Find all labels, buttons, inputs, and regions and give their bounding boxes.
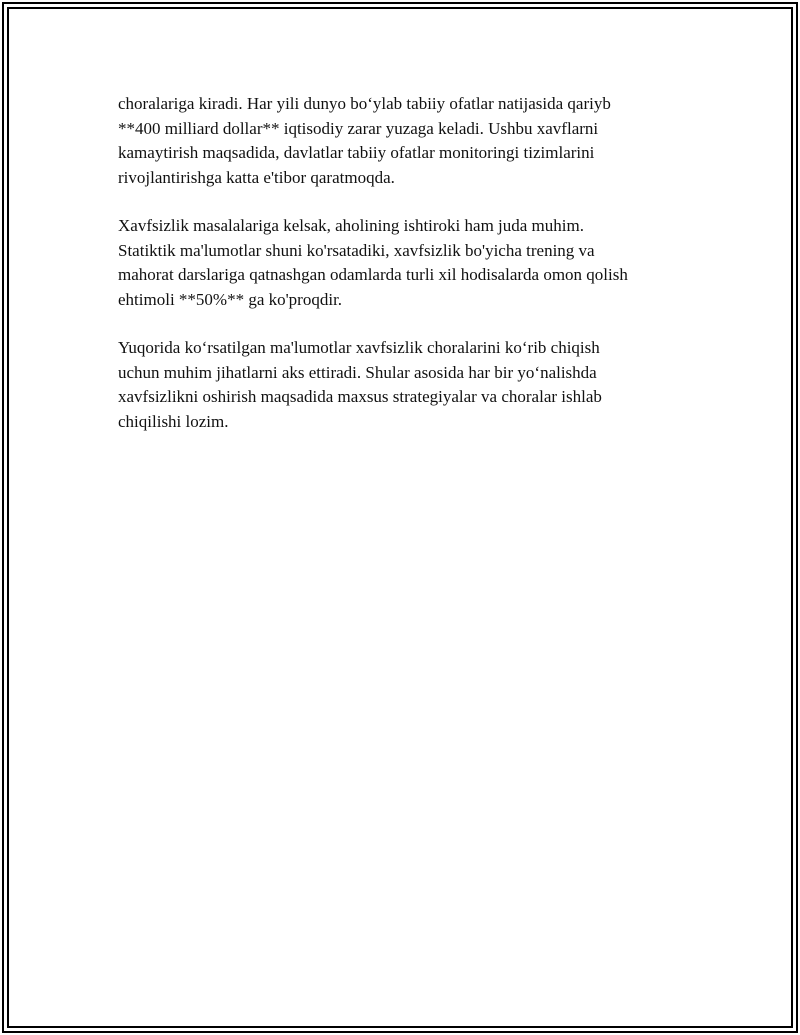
text-line: Statiktik ma'lumotlar shuni ko'rsatadiki, xavfsizlik bo'yicha trening va [118, 240, 595, 260]
text-line: Xavfsizlik masalalariga kelsak, aholining ishtiroki ham juda muhim. [118, 216, 584, 235]
paragraph-3 [118, 336, 678, 434]
text-line: mahorat darslariga qatnashgan odamlarda turli xil hodisalarda omon qolish [118, 265, 628, 284]
text-line: rivojlantirishga katta e'tibor qaratmoqda. [118, 167, 395, 187]
text-line: xavfsizlikni oshirish maqsadida maxsus strategiyalar va choralar ishlab [118, 387, 602, 406]
document-body [118, 92, 678, 458]
text-line: choralariga kiradi. Har yili dunyo bo‘ylab tabiiy ofatlar natijasida qariyb [118, 94, 611, 113]
paragraph-1 [118, 92, 678, 190]
text-line: kamaytirish maqsadida, davlatlar tabiiy ofatlar monitoringi tizimlarini [118, 143, 595, 162]
text-line: uchun muhim jihatlarni aks ettiradi. Shular asosida har bir yo‘nalishda [118, 362, 597, 382]
text-line: chiqilishi lozim. [118, 411, 229, 431]
text-line: ehtimoli **50%** ga ko'proqdir. [118, 289, 343, 309]
text-line: **400 milliard dollar** iqtisodiy zarar yuzaga keladi. Ushbu xavflarni [118, 118, 599, 138]
text-line: Yuqorida ko‘rsatilgan ma'lumotlar xavfsizlik choralarini ko‘rib chiqish [118, 338, 600, 357]
paragraph-2 [118, 214, 678, 312]
